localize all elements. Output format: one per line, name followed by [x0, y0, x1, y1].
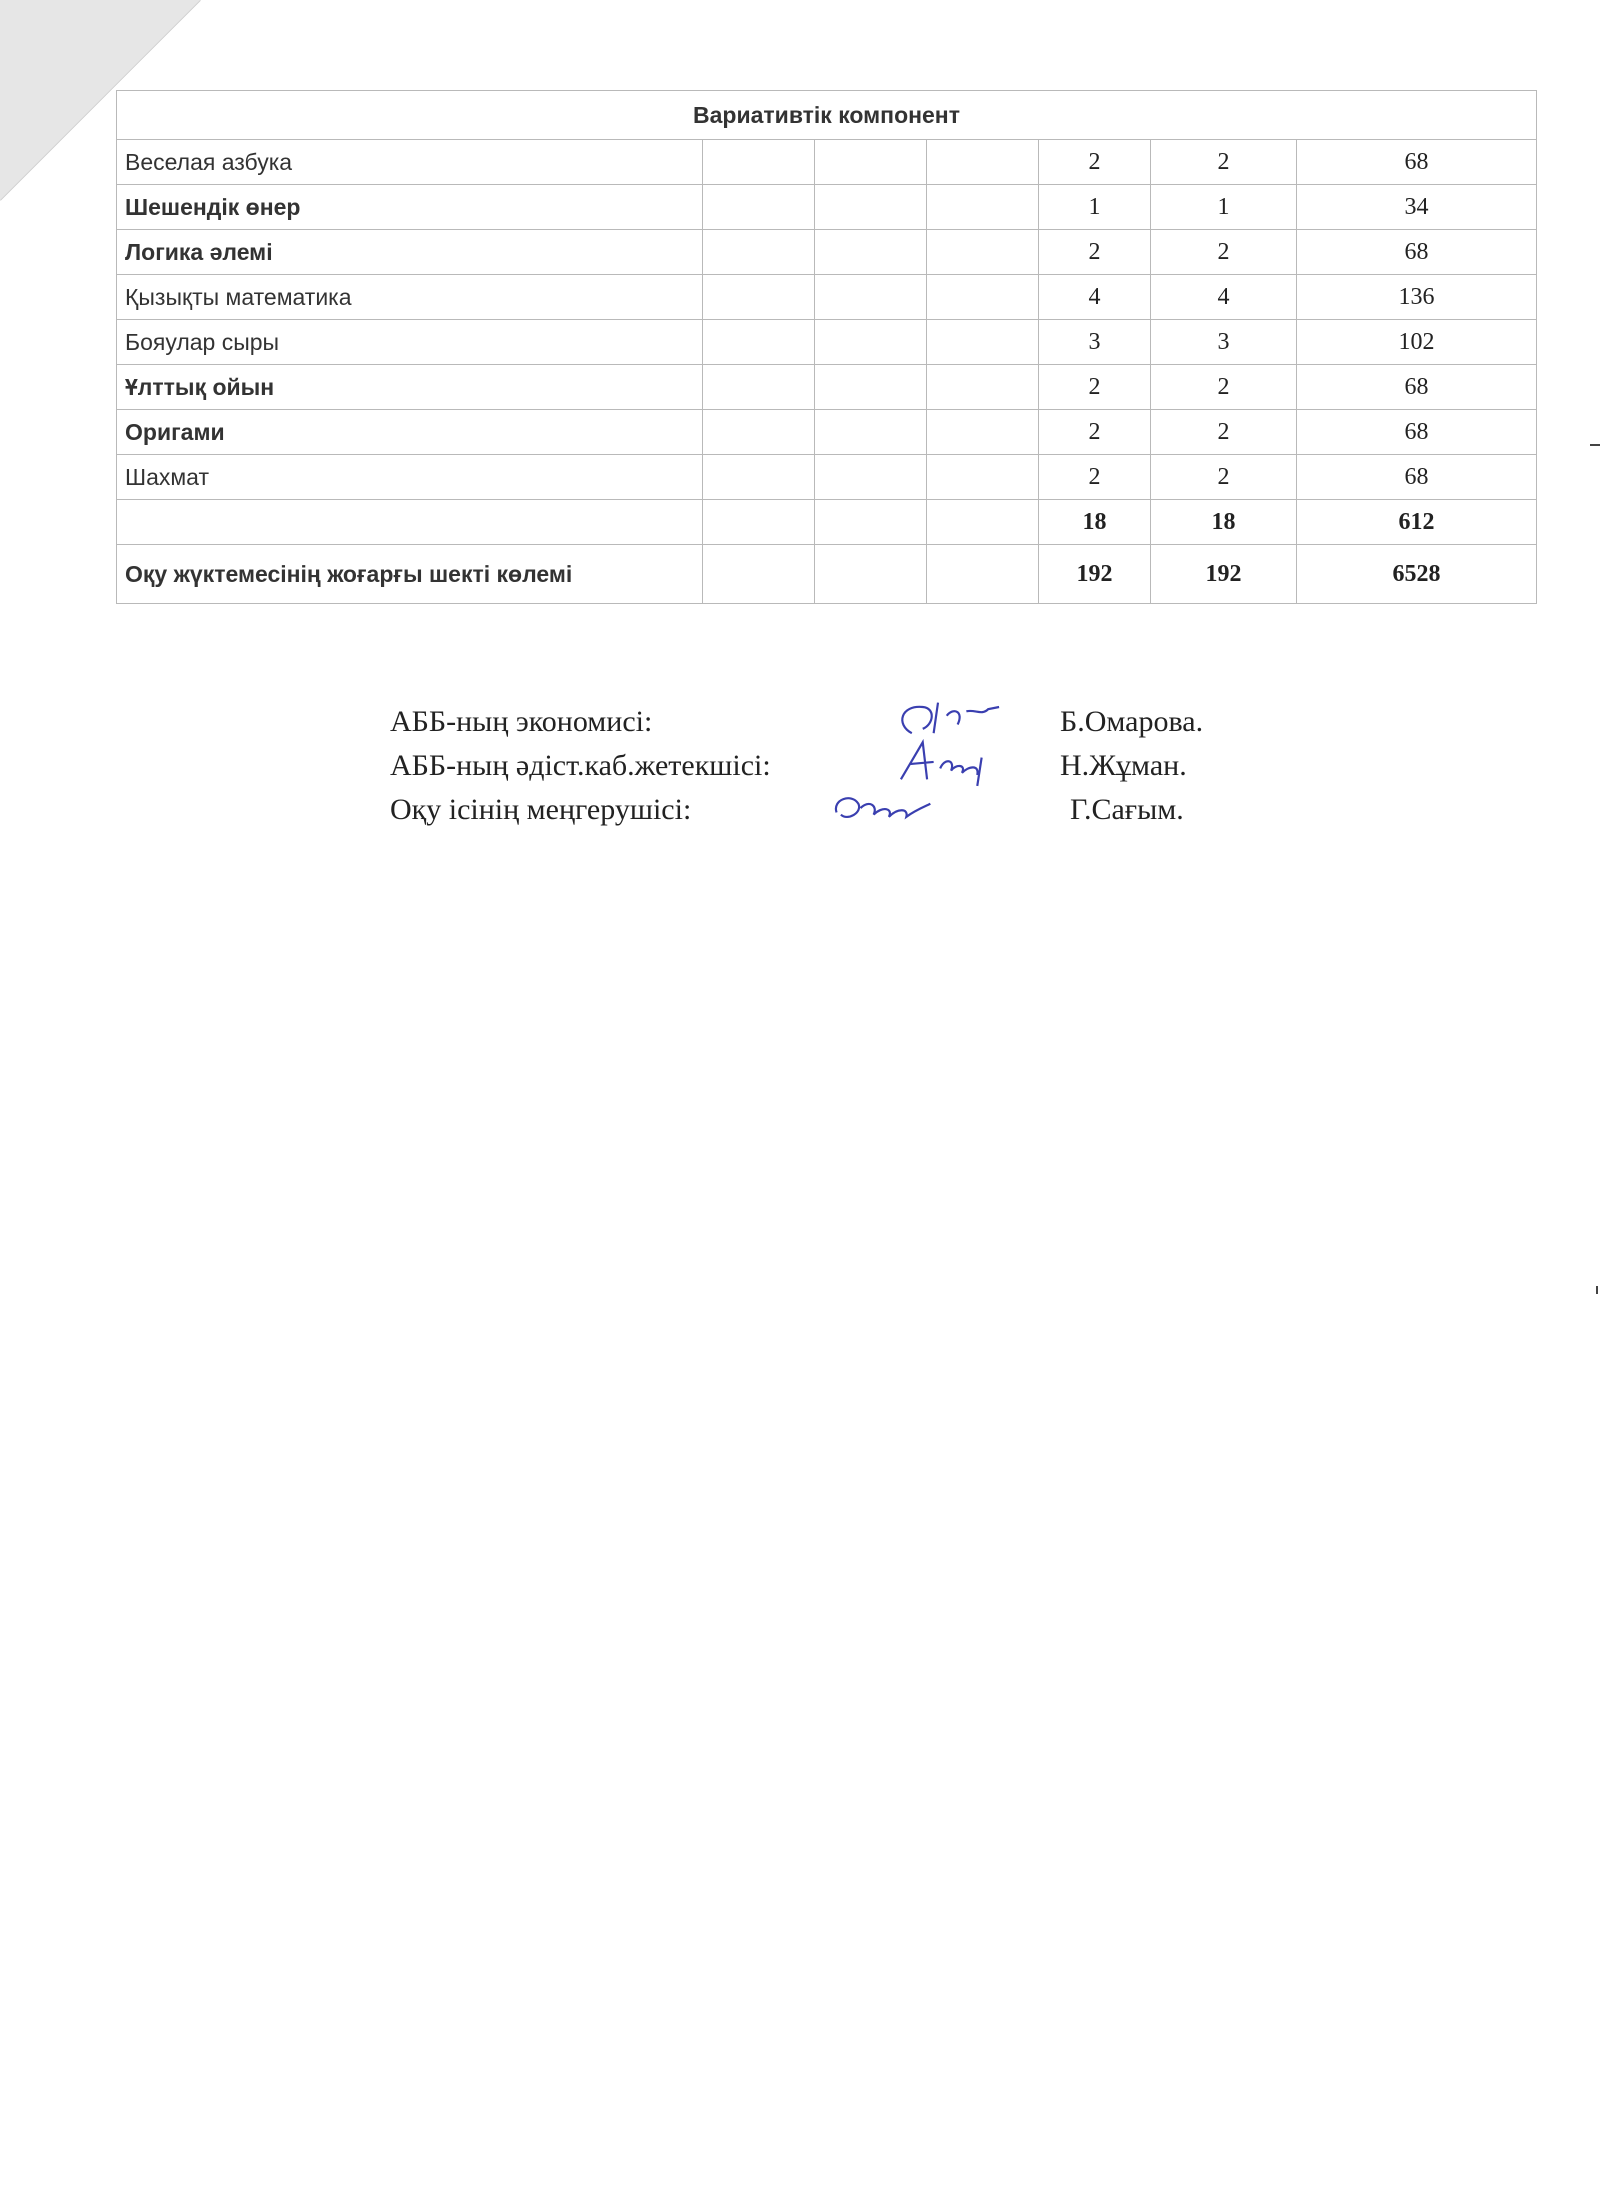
hours-cell: 192	[1151, 545, 1297, 604]
empty-cell	[927, 320, 1039, 365]
subject-name: Веселая азбука	[117, 140, 703, 185]
empty-cell	[815, 365, 927, 410]
hours-cell: 192	[1039, 545, 1151, 604]
table-row	[117, 455, 1537, 500]
hours-cell: 2	[1039, 410, 1151, 455]
empty-cell	[703, 320, 815, 365]
total-hours-cell: 102	[1297, 320, 1537, 365]
hours-cell: 2	[1151, 410, 1297, 455]
total-hours-cell: 68	[1297, 455, 1537, 500]
empty-cell	[927, 500, 1039, 545]
empty-cell	[927, 365, 1039, 410]
empty-cell	[703, 410, 815, 455]
hours-cell: 2	[1151, 455, 1297, 500]
scan-mark	[1596, 1286, 1598, 1294]
table-row	[117, 365, 1537, 410]
table-row	[117, 545, 1537, 604]
hours-cell: 3	[1039, 320, 1151, 365]
table-row	[117, 410, 1537, 455]
section-title: Вариативтік компонент	[117, 91, 1537, 140]
empty-cell	[927, 185, 1039, 230]
subject-name: Шешендік өнер	[117, 185, 703, 230]
hours-cell: 2	[1151, 230, 1297, 275]
subject-name	[117, 500, 703, 545]
hours-cell: 1	[1151, 185, 1297, 230]
hours-cell: 2	[1039, 230, 1151, 275]
empty-cell	[703, 230, 815, 275]
signatory-name: Н.Жұман.	[1060, 749, 1187, 782]
empty-cell	[815, 230, 927, 275]
signatory-title: АББ-ның экономисі:	[390, 705, 653, 738]
empty-cell	[703, 455, 815, 500]
empty-cell	[927, 455, 1039, 500]
signature-row	[390, 793, 1290, 837]
empty-cell	[815, 410, 927, 455]
empty-cell	[815, 320, 927, 365]
total-hours-cell: 612	[1297, 500, 1537, 545]
hours-cell: 18	[1039, 500, 1151, 545]
section-header-row	[117, 91, 1537, 140]
table-row	[117, 140, 1537, 185]
total-hours-cell: 34	[1297, 185, 1537, 230]
scan-mark	[1590, 444, 1600, 446]
handwritten-signature	[830, 779, 950, 835]
subject-name: Шахмат	[117, 455, 703, 500]
total-hours-cell: 136	[1297, 275, 1537, 320]
subject-name: Логика әлемі	[117, 230, 703, 275]
curriculum-table	[116, 90, 1537, 604]
table-row	[117, 230, 1537, 275]
hours-cell: 4	[1151, 275, 1297, 320]
subject-name: Бояулар сыры	[117, 320, 703, 365]
empty-cell	[703, 185, 815, 230]
empty-cell	[927, 275, 1039, 320]
empty-cell	[927, 410, 1039, 455]
hours-cell: 2	[1039, 455, 1151, 500]
signatory-name: Г.Сағым.	[1070, 793, 1184, 826]
subject-name: Ұлттық ойын	[117, 365, 703, 410]
total-hours-cell: 68	[1297, 410, 1537, 455]
empty-cell	[927, 140, 1039, 185]
empty-cell	[703, 545, 815, 604]
subject-name: Оригами	[117, 410, 703, 455]
table-row	[117, 320, 1537, 365]
empty-cell	[703, 500, 815, 545]
signatory-name: Б.Омарова.	[1060, 705, 1204, 738]
empty-cell	[703, 275, 815, 320]
total-hours-cell: 68	[1297, 365, 1537, 410]
empty-cell	[815, 275, 927, 320]
hours-cell: 2	[1151, 365, 1297, 410]
hours-cell: 1	[1039, 185, 1151, 230]
empty-cell	[815, 140, 927, 185]
hours-cell: 4	[1039, 275, 1151, 320]
empty-cell	[815, 545, 927, 604]
empty-cell	[815, 185, 927, 230]
subject-name: Қызықты математика	[117, 275, 703, 320]
empty-cell	[927, 545, 1039, 604]
total-hours-cell: 68	[1297, 140, 1537, 185]
signatory-title: Оқу ісінің меңгерушісі:	[390, 793, 692, 826]
empty-cell	[815, 500, 927, 545]
empty-cell	[703, 365, 815, 410]
empty-cell	[927, 230, 1039, 275]
hours-cell: 2	[1039, 365, 1151, 410]
hours-cell: 2	[1151, 140, 1297, 185]
table-row	[117, 185, 1537, 230]
hours-cell: 18	[1151, 500, 1297, 545]
empty-cell	[703, 140, 815, 185]
table-row	[117, 500, 1537, 545]
total-hours-cell: 68	[1297, 230, 1537, 275]
signature-block	[390, 705, 1290, 837]
total-hours-cell: 6528	[1297, 545, 1537, 604]
hours-cell: 2	[1039, 140, 1151, 185]
hours-cell: 3	[1151, 320, 1297, 365]
empty-cell	[815, 455, 927, 500]
signatory-title: АББ-ның әдіст.каб.жетекшісі:	[390, 749, 771, 782]
table-row	[117, 275, 1537, 320]
subject-name: Оқу жүктемесінің жоғарғы шекті көлемі	[117, 545, 703, 604]
signature-row	[390, 705, 1290, 749]
